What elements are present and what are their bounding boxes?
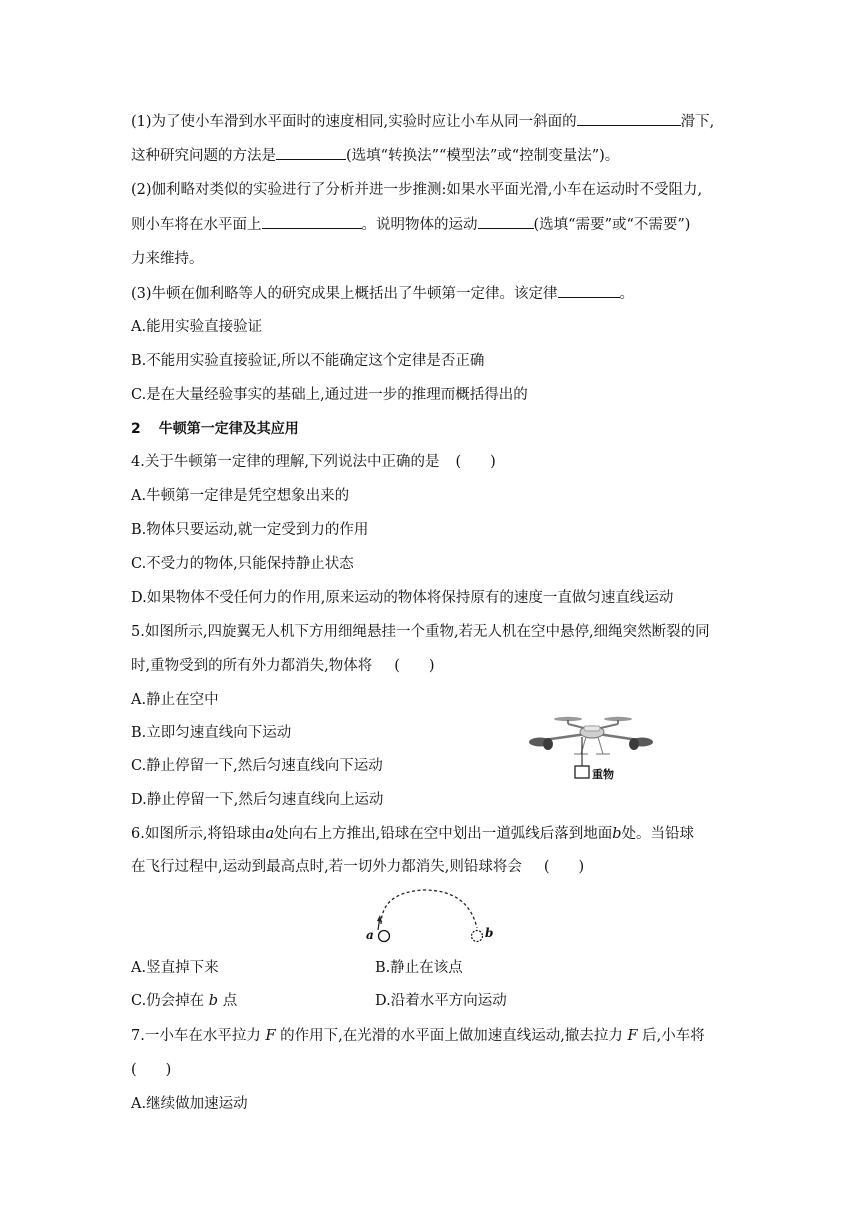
q4-option-a[interactable]: A.牛顿第一定律是凭空想象出来的: [131, 488, 350, 504]
q6-option-b[interactable]: B.静止在该点: [375, 960, 463, 976]
q3-p1-text: (1)为了使小车滑到水平面时的速度相同,实验时应让小车从同一斜面的: [131, 114, 577, 130]
q5-stem-text: 时,重物受到的所有外力都消失,物体将: [131, 658, 373, 674]
q5-option-c[interactable]: C.静止停留一下,然后匀速直线向下运动: [131, 758, 383, 774]
q6-option-c-text: C.仍会掉在: [131, 993, 205, 1009]
trajectory-figure: [364, 884, 504, 946]
q3-p2-line2: [131, 214, 690, 235]
q6-option-d[interactable]: D.沿着水平方向运动: [375, 993, 507, 1009]
answer-paren[interactable]: ( ): [394, 658, 435, 674]
q3-p2-text: 。说明物体的运动: [361, 217, 478, 233]
variable-b: b: [612, 826, 622, 842]
q3-p2-text: (2)伽利略对类似的实验进行了分析并进一步推测:如果水平面光滑,小车在运动时不受阻力,: [131, 182, 703, 198]
answer-blank[interactable]: [276, 145, 346, 160]
q6-option-c[interactable]: [131, 991, 237, 1011]
q7-answer-paren[interactable]: ( ): [131, 1062, 172, 1078]
q3-p3-text: (3)牛顿在伽利略等人的研究成果上概括出了牛顿第一定律。该定律: [131, 286, 558, 302]
answer-paren[interactable]: ( ): [543, 859, 585, 875]
q4-option-b[interactable]: B.物体只要运动,就一定受到力的作用: [131, 522, 369, 538]
q7-stem-line1: [131, 1026, 705, 1046]
q7-option-a[interactable]: A.继续做加速运动: [131, 1096, 248, 1112]
drone-icon: [526, 710, 656, 785]
q3-option-a[interactable]: A.能用实验直接验证: [131, 319, 263, 335]
q7-stem-text: 的作用下,在光滑的水平面上做加速直线运动,撤去拉力: [280, 1028, 623, 1044]
q6-stem-text: 在飞行过程中,运动到最高点时,若一切外力都消失,则铅球将会: [131, 859, 522, 875]
q3-p2-line1: [131, 180, 702, 200]
variable-F: F: [627, 1028, 638, 1044]
trajectory-arc: [364, 884, 504, 946]
answer-blank[interactable]: [558, 283, 620, 298]
q4-option-c[interactable]: C.不受力的物体,只能保持静止状态: [131, 556, 354, 572]
answer-paren[interactable]: ( ): [455, 454, 496, 470]
q3-p3-end: 。: [619, 286, 635, 302]
weight-label: 重物: [592, 768, 614, 781]
q3-p3-line: [131, 283, 634, 304]
section-number: 2: [131, 421, 141, 437]
point-a-label: a: [366, 928, 374, 942]
variable-b: b: [208, 993, 219, 1009]
q3-option-c[interactable]: C.是在大量经验事实的基础上,通过进一步的推理而概括得出的: [131, 387, 528, 403]
q3-option-b[interactable]: B.不能用实验直接验证,所以不能确定这个定律是否正确: [131, 353, 485, 369]
variable-a: a: [265, 826, 275, 842]
q3-p2-hint: (选填“需要”或“不需要”): [533, 217, 691, 233]
q5-option-b[interactable]: B.立即匀速直线向下运动: [131, 725, 292, 741]
section-heading: [131, 419, 299, 439]
q6-stem-line2: [131, 857, 584, 877]
q5-option-d[interactable]: D.静止停留一下,然后匀速直线向上运动: [131, 792, 384, 808]
answer-blank[interactable]: [478, 214, 534, 229]
q6-option-a[interactable]: A.竖直掉下来: [131, 960, 219, 976]
q5-option-a[interactable]: A.静止在空中: [131, 692, 219, 708]
variable-F: F: [265, 1028, 276, 1044]
q5-stem-line2: [131, 656, 435, 676]
q6-stem-text: 6.如图所示,将铅球由: [131, 826, 266, 842]
q4-stem-text: 4.关于牛顿第一定律的理解,下列说法中正确的是: [131, 454, 440, 470]
answer-blank[interactable]: [577, 111, 681, 126]
q3-p1-line1: [131, 111, 714, 132]
drone-figure: [526, 710, 656, 785]
q7-stem-text: 7.一小车在水平拉力: [131, 1028, 261, 1044]
q3-p2-line3: [131, 249, 204, 269]
q6-stem-text: 处向右上方推出,铅球在空中划出一道弧线后落到地面: [274, 826, 613, 842]
q4-stem: [131, 452, 496, 472]
q3-p2-text: 力来维持。: [131, 251, 204, 267]
q6-stem-line1: [131, 824, 694, 844]
q3-p1-text: 这种研究问题的方法是: [131, 148, 276, 164]
q5-stem-line1: 5.如图所示,四旋翼无人机下方用细绳悬挂一个重物,若无人机在空中悬停,细绳突然断裂的同: [131, 624, 710, 640]
q3-p1-line2: [131, 145, 619, 166]
q3-p2-text: 则小车将在水平面上: [131, 217, 262, 233]
answer-blank[interactable]: [262, 214, 362, 229]
q6-option-c-text: 点: [222, 993, 238, 1009]
q4-option-d[interactable]: D.如果物体不受任何力的作用,原来运动的物体将保持原有的速度一直做匀速直线运动: [131, 590, 674, 606]
q3-p1-hint: (选填“转换法”“模型法”或“控制变量法”)。: [346, 148, 620, 164]
q3-p1-text-end: 滑下,: [680, 114, 715, 130]
section-title: 牛顿第一定律及其应用: [158, 421, 299, 437]
point-b-label: b: [485, 926, 494, 940]
q6-stem-text: 处。当铅球: [621, 826, 695, 842]
q7-stem-text: 后,小车将: [642, 1028, 705, 1044]
